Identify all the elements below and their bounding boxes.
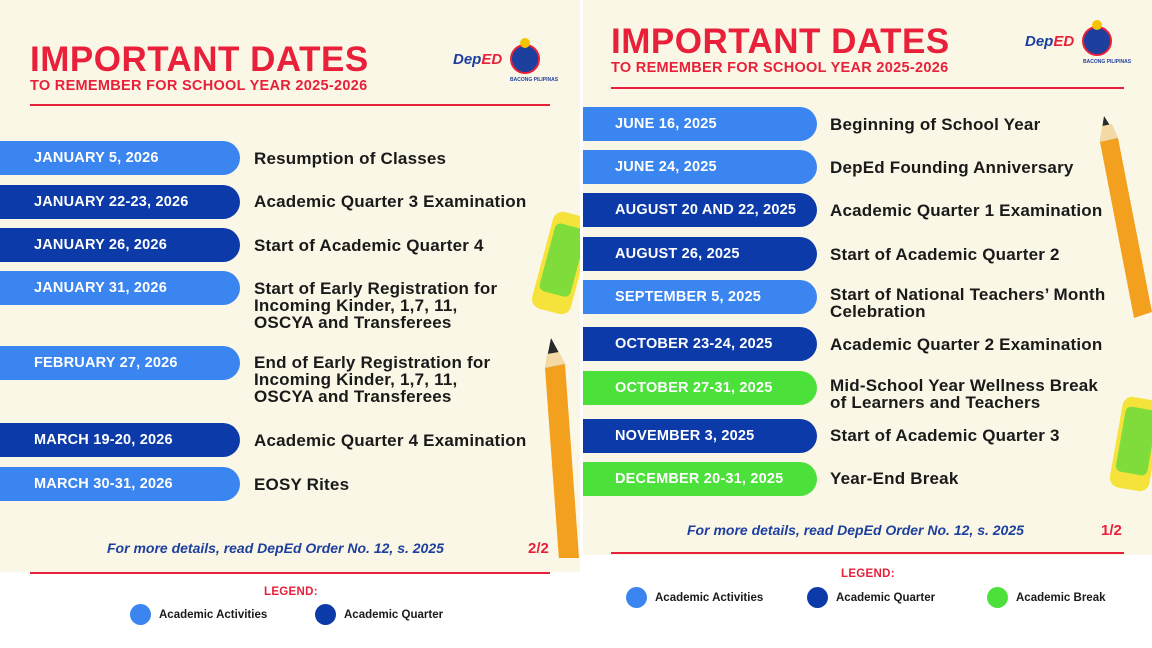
- event-label: Academic Quarter 2 Examination: [830, 335, 1103, 354]
- event-label: Beginning of School Year: [830, 115, 1041, 134]
- bagong-pilipinas-logo: [1082, 26, 1112, 56]
- eraser-icon: [1110, 394, 1152, 494]
- date-pill: NOVEMBER 3, 2025: [583, 419, 817, 453]
- date-pill: JANUARY 22-23, 2026: [0, 185, 240, 219]
- legend-swatch: [807, 587, 828, 608]
- date-pill: MARCH 30-31, 2026: [0, 467, 240, 501]
- pencil-icon: [545, 338, 580, 558]
- event-label: Start of Academic Quarter 2: [830, 245, 1060, 264]
- deped-logo: DepED: [453, 50, 503, 68]
- event-label: Mid-School Year Wellness Break of Learners and Teachers: [830, 376, 1099, 412]
- page-number: 2/2: [528, 540, 549, 557]
- event-label: Start of National Teachers’ Month Celebration: [830, 285, 1106, 321]
- legend-item: Academic Quarter: [315, 604, 443, 625]
- event-label: Start of Early Registration for Incoming Kinder, 1,7, 11, OSCYA and Transferees: [254, 279, 498, 332]
- footer-divider: [611, 552, 1124, 554]
- date-pill: JANUARY 31, 2026: [0, 271, 240, 305]
- date-pill: AUGUST 26, 2025: [583, 237, 817, 271]
- title-divider: [611, 87, 1124, 89]
- event-label: Academic Quarter 4 Examination: [254, 431, 527, 450]
- date-pill: AUGUST 20 AND 22, 2025: [583, 193, 817, 227]
- seal-caption: BACONG PILIPINAS: [510, 77, 559, 83]
- date-pill: JANUARY 26, 2026: [0, 228, 240, 262]
- date-pill: JUNE 24, 2025: [583, 150, 817, 184]
- legend-swatch: [987, 587, 1008, 608]
- event-label: Year-End Break: [830, 469, 959, 488]
- legend-swatch: [315, 604, 336, 625]
- event-label: DepEd Founding Anniversary: [830, 158, 1074, 177]
- date-pill: MARCH 19-20, 2026: [0, 423, 240, 457]
- event-label: Academic Quarter 1 Examination: [830, 201, 1103, 220]
- date-pill: SEPTEMBER 5, 2025: [583, 280, 817, 314]
- event-label: Start of Academic Quarter 4: [254, 236, 484, 255]
- legend-item: Academic Activities: [130, 604, 267, 625]
- footnote: For more details, read DepEd Order No. 12, s. 2025: [687, 522, 1024, 538]
- deped-logo: DepED: [1025, 32, 1075, 50]
- page-subtitle: TO REMEMBER FOR SCHOOL YEAR 2025-2026: [30, 78, 368, 94]
- date-pill: JANUARY 5, 2026: [0, 141, 240, 175]
- footer-divider: [30, 572, 550, 574]
- seal-caption: BACONG PILIPINAS: [1083, 59, 1132, 65]
- date-pill: DECEMBER 20-31, 2025: [583, 462, 817, 496]
- legend-item: Academic Activities: [626, 587, 763, 608]
- legend-item: Academic Break: [987, 587, 1106, 608]
- page-subtitle: TO REMEMBER FOR SCHOOL YEAR 2025-2026: [611, 60, 949, 76]
- logos: [453, 44, 540, 74]
- date-pill: FEBRUARY 27, 2026: [0, 346, 240, 380]
- legend-swatch: [130, 604, 151, 625]
- event-label: EOSY Rites: [254, 475, 350, 494]
- eraser-icon: [528, 205, 580, 315]
- date-pill: OCTOBER 27-31, 2025: [583, 371, 817, 405]
- page-title: IMPORTANT DATES: [30, 40, 369, 79]
- legend-title: LEGEND:: [264, 586, 318, 598]
- legend-title: LEGEND:: [841, 568, 895, 580]
- page-title: IMPORTANT DATES: [611, 22, 950, 61]
- event-label: Academic Quarter 3 Examination: [254, 192, 527, 211]
- event-label: End of Early Registration for Incoming Kinder, 1,7, 11, OSCYA and Transferees: [254, 353, 491, 406]
- event-label: Resumption of Classes: [254, 149, 447, 168]
- event-label: Start of Academic Quarter 3: [830, 426, 1060, 445]
- date-pill: OCTOBER 23-24, 2025: [583, 327, 817, 361]
- poster-page-1: [583, 0, 1152, 648]
- date-pill: JUNE 16, 2025: [583, 107, 817, 141]
- legend-swatch: [626, 587, 647, 608]
- footnote: For more details, read DepEd Order No. 12, s. 2025: [107, 540, 444, 556]
- logos: [1025, 26, 1112, 56]
- bagong-pilipinas-logo: [510, 44, 540, 74]
- legend-item: Academic Quarter: [807, 587, 935, 608]
- pencil-icon: [1100, 112, 1152, 322]
- title-divider: [30, 104, 550, 106]
- page-number: 1/2: [1101, 522, 1122, 539]
